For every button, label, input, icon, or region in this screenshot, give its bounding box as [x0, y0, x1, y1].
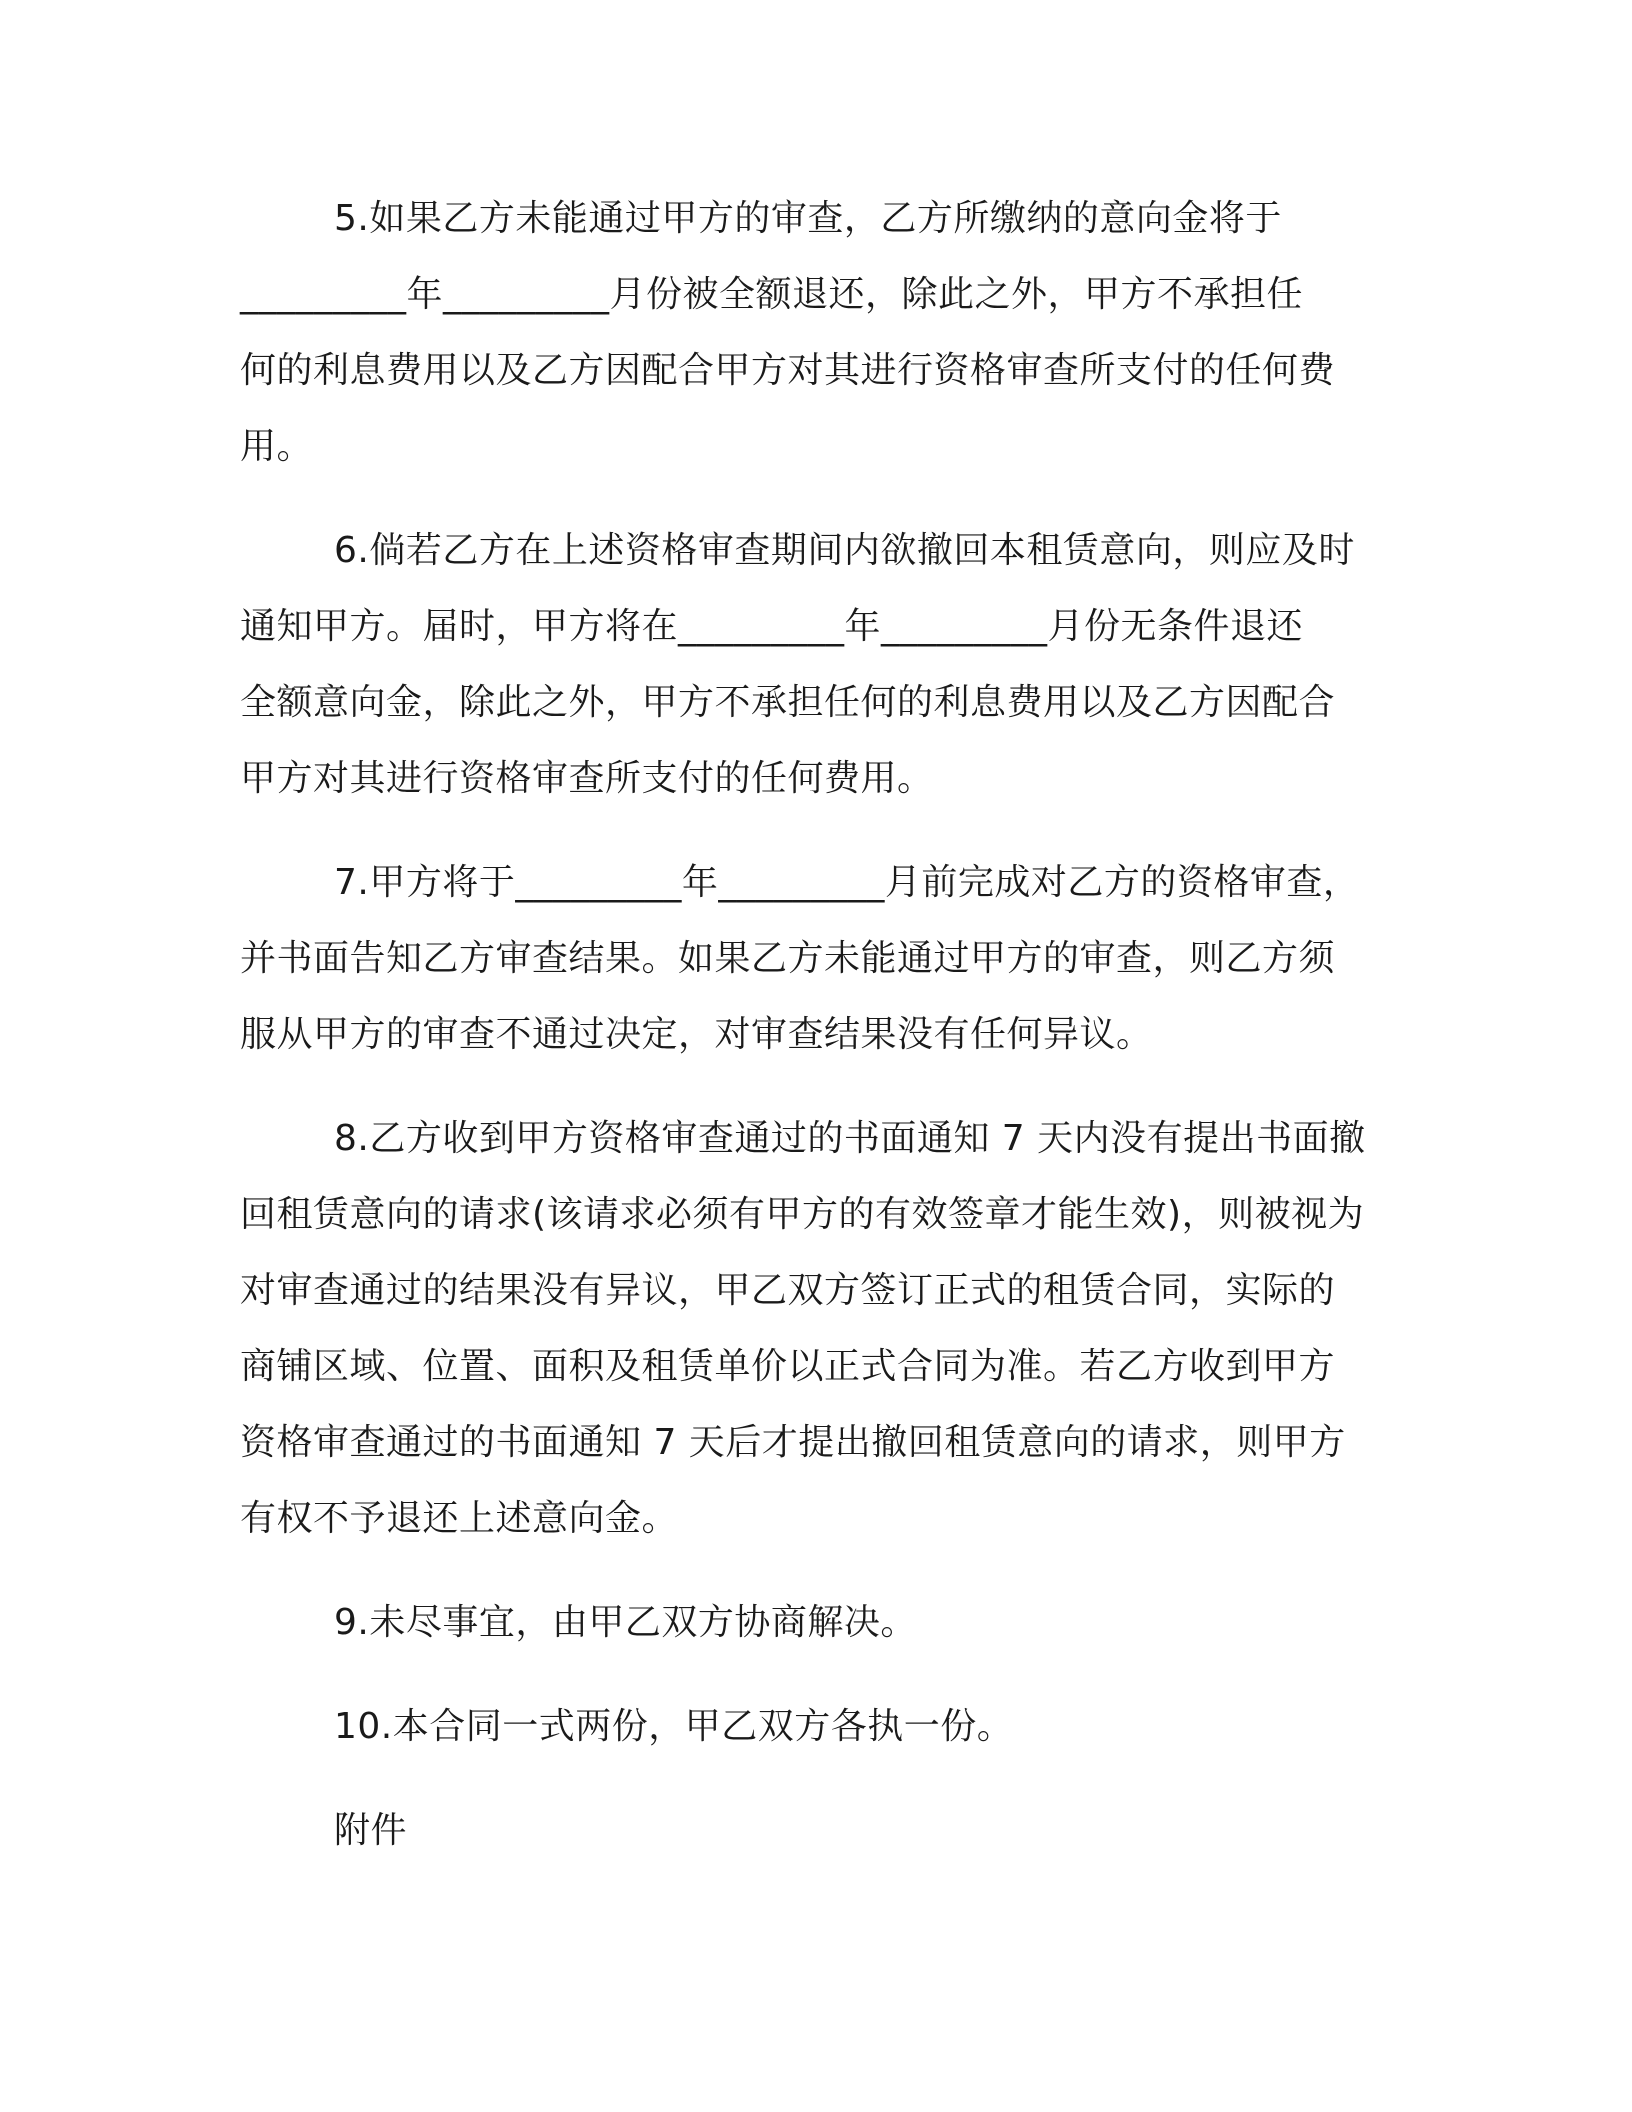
clause-9-line-1: 9.未尽事宜，由甲乙双方协商解决。 — [334, 1602, 917, 1643]
clause-8-line-2: 回租赁意向的请求(该请求必须有甲方的有效签章才能生效)，则被视为 — [240, 1194, 1365, 1235]
clause-7-line-1: 7.甲方将于_________年_________月前完成对乙方的资格审查， — [334, 862, 1360, 903]
clause-7-line-2: 并书面告知乙方审查结果。如果乙方未能通过甲方的审查，则乙方须 — [240, 938, 1336, 979]
clause-6-line-3: 全额意向金，除此之外，甲方不承担任何的利息费用以及乙方因配合 — [240, 682, 1336, 723]
clause-8-line-4: 商铺区域、位置、面积及租赁单价以正式合同为准。若乙方收到甲方 — [240, 1346, 1336, 1387]
clause-6-line-4: 甲方对其进行资格审查所支付的任何费用。 — [240, 758, 934, 799]
clause-8-line-6: 有权不予退还上述意向金。 — [240, 1498, 679, 1539]
clause-8-line-5: 资格审查通过的书面通知 7 天后才提出撤回租赁意向的请求，则甲方 — [240, 1422, 1346, 1463]
clause-8-line-3: 对审查通过的结果没有异议，甲乙双方签订正式的租赁合同，实际的 — [240, 1270, 1336, 1311]
clause-7-line-3: 服从甲方的审查不通过决定，对审查结果没有任何异议。 — [240, 1014, 1153, 1055]
clause-5-line-4: 用。 — [240, 426, 314, 467]
clause-5-line-3: 何的利息费用以及乙方因配合甲方对其进行资格审查所支付的任何费 — [240, 350, 1336, 391]
clause-6-line-1: 6.倘若乙方在上述资格审查期间内欲撤回本租赁意向，则应及时 — [334, 530, 1355, 571]
attachment-heading: 附件 — [334, 1810, 408, 1851]
clause-10-line-1: 10.本合同一式两份，甲乙双方各执一份。 — [334, 1706, 1014, 1747]
clause-5-line-2: _________年_________月份被全额退还，除此之外，甲方不承担任 — [240, 274, 1304, 315]
clause-8-line-1: 8.乙方收到甲方资格审查通过的书面通知 7 天内没有提出书面撤 — [334, 1118, 1366, 1159]
clause-5-line-1: 5.如果乙方未能通过甲方的审查，乙方所缴纳的意向金将于 — [334, 198, 1282, 239]
clause-6-line-2: 通知甲方。届时，甲方将在_________年_________月份无条件退还 — [240, 606, 1304, 647]
